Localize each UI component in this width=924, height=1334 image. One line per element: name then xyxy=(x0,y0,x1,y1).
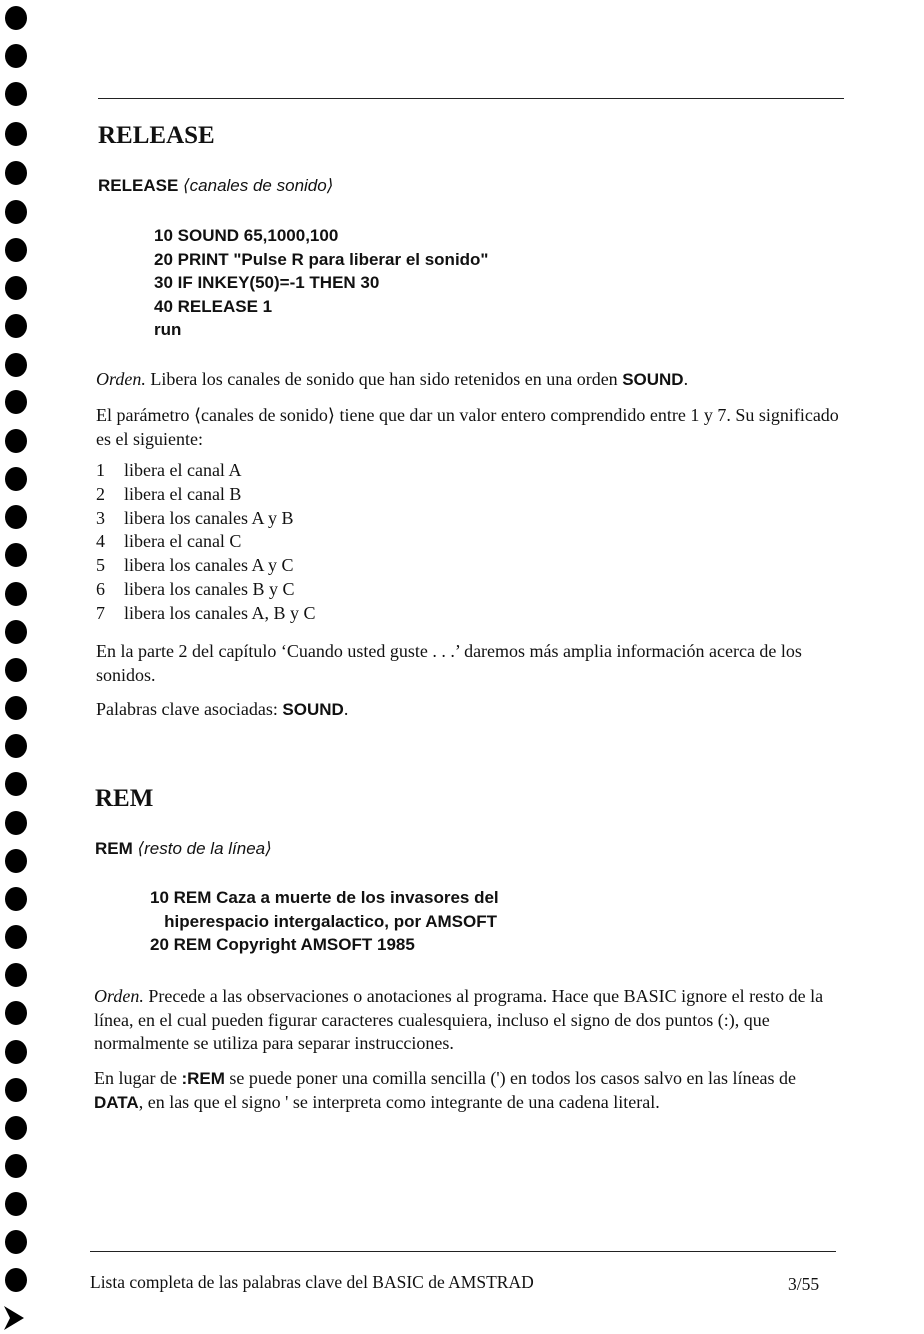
list-item-text: libera el canal B xyxy=(124,483,242,504)
binder-hole xyxy=(5,314,27,338)
binder-hole xyxy=(5,200,27,224)
rem-code-block xyxy=(150,886,499,957)
list-item-text: libera los canales A y C xyxy=(124,555,294,576)
code-line: hiperespacio intergalactico, por AMSOFT xyxy=(150,911,497,931)
binder-hole xyxy=(5,963,27,987)
alt-keyword: DATA xyxy=(94,1092,139,1112)
list-item xyxy=(96,578,496,602)
alt-text: En lugar de xyxy=(94,1068,182,1088)
footer-text: Lista completa de las palabras clave del BASIC de AMSTRAD xyxy=(90,1272,534,1292)
binder-hole xyxy=(5,1078,27,1102)
binder-hole xyxy=(5,1268,27,1292)
code-line: 40 RELEASE 1 xyxy=(154,296,273,316)
binder-hole xyxy=(5,1116,27,1140)
list-item xyxy=(96,507,496,531)
code-line: 20 REM Copyright AMSOFT 1985 xyxy=(150,935,415,954)
release-syntax xyxy=(98,176,333,196)
release-title: RELEASE xyxy=(98,122,215,149)
binder-hole xyxy=(5,353,27,377)
binder-hole xyxy=(5,390,27,414)
release-info-paragraph: En la parte 2 del capítulo ‘Cuando usted guste . . .’ daremos más amplia información acerca de los sonidos. xyxy=(96,641,802,685)
keywords-end: . xyxy=(343,699,349,719)
list-item-text: libera el canal C xyxy=(124,531,242,552)
binder-hole xyxy=(5,620,27,644)
binder-hole xyxy=(5,505,27,529)
rem-orden-paragraph xyxy=(94,985,842,1056)
release-syntax-keyword: RELEASE xyxy=(98,176,179,195)
binder-hole xyxy=(5,582,27,606)
binder-hole xyxy=(5,44,27,68)
orden-keyword: SOUND xyxy=(622,370,684,389)
binder-hole xyxy=(5,1001,27,1025)
list-item-text: libera los canales A y B xyxy=(124,507,294,528)
rem-syntax-arg: ⟨resto de la línea⟩ xyxy=(137,839,272,858)
orden-text: Libera los canales de sonido que han sido retenidos en una orden xyxy=(145,369,623,389)
binder-hole xyxy=(5,161,27,185)
binder-hole xyxy=(5,1192,27,1216)
binder-holes xyxy=(0,0,30,1334)
alt-text: , en las que el signo ' se interpreta como integrante de una cadena literal. xyxy=(138,1091,660,1112)
release-values-list xyxy=(96,459,496,626)
code-line: 20 PRINT "Pulse R para liberar el sonido" xyxy=(154,249,489,269)
orden-end: . xyxy=(683,369,689,389)
binder-hole xyxy=(5,887,27,911)
list-item-text: libera el canal A xyxy=(124,460,242,480)
binder-hole xyxy=(5,276,27,300)
orden-label: Orden. xyxy=(94,986,144,1006)
list-item xyxy=(96,459,496,483)
rem-title: REM xyxy=(95,785,154,812)
binder-hole xyxy=(5,696,27,720)
rem-syntax xyxy=(95,839,272,859)
code-line: 30 IF INKEY(50)=-1 THEN 30 xyxy=(154,273,380,292)
release-param-paragraph: El parámetro ⟨canales de sonido⟩ tiene que dar un valor entero comprendido entre 1 y 7. Su significado es el siguiente: xyxy=(96,405,839,449)
release-keywords-paragraph xyxy=(96,698,846,722)
binder-hole xyxy=(5,6,27,30)
code-line: 10 REM Caza a muerte de los invasores del xyxy=(150,888,499,907)
keywords-keyword: SOUND xyxy=(282,700,344,719)
rem-alternative-paragraph xyxy=(94,1067,842,1114)
rem-syntax-keyword: REM xyxy=(95,839,133,858)
orden-text: Precede a las observaciones o anotaciones al programa. Hace que BASIC ignore el resto de la línea, en el cual pueden figurar caracteres cualesquiera, incluso el signo de dos puntos (:), que normalmente se utiliza para separar instrucciones. xyxy=(94,986,824,1053)
alt-text: se puede poner una comilla sencilla (') en todos los casos salvo en las líneas de xyxy=(224,1068,796,1088)
binder-hole xyxy=(4,1306,24,1330)
binder-hole xyxy=(5,734,27,758)
alt-keyword: :REM xyxy=(181,1069,225,1088)
binder-hole xyxy=(5,122,27,146)
binder-hole xyxy=(5,467,27,491)
code-line: run xyxy=(154,320,182,339)
binder-hole xyxy=(5,1154,27,1178)
list-item xyxy=(96,602,496,626)
page-number: 3/55 xyxy=(788,1274,820,1294)
binder-hole xyxy=(5,82,27,106)
list-item-text: libera los canales B y C xyxy=(124,578,295,599)
binder-hole xyxy=(5,429,27,453)
keywords-label: Palabras clave asociadas: xyxy=(96,699,283,719)
binder-hole xyxy=(5,543,27,567)
list-item xyxy=(96,530,496,554)
binder-hole xyxy=(5,811,27,835)
release-syntax-arg: ⟨canales de sonido⟩ xyxy=(183,176,334,195)
binder-hole xyxy=(5,772,27,796)
code-line: 10 SOUND 65,1000,100 xyxy=(154,226,339,245)
orden-label: Orden. xyxy=(96,369,146,389)
list-item-number: 1 xyxy=(96,460,105,480)
list-item-number: 7 xyxy=(96,602,105,623)
list-item-number: 2 xyxy=(96,483,105,504)
footer-rule xyxy=(90,1251,836,1252)
binder-hole xyxy=(5,238,27,262)
list-item-text: libera los canales A, B y C xyxy=(124,602,316,623)
binder-hole xyxy=(5,1040,27,1064)
list-item-number: 5 xyxy=(96,555,105,576)
list-item-number: 4 xyxy=(96,531,105,552)
list-item xyxy=(96,483,496,507)
list-item xyxy=(96,554,496,578)
release-orden-paragraph xyxy=(96,368,846,392)
top-rule xyxy=(98,98,844,99)
binder-hole xyxy=(5,925,27,949)
list-item-number: 6 xyxy=(96,578,105,599)
release-code-block xyxy=(154,224,489,342)
list-item-number: 3 xyxy=(96,507,105,528)
binder-hole xyxy=(5,1230,27,1254)
binder-hole xyxy=(5,658,27,682)
binder-hole xyxy=(5,849,27,873)
